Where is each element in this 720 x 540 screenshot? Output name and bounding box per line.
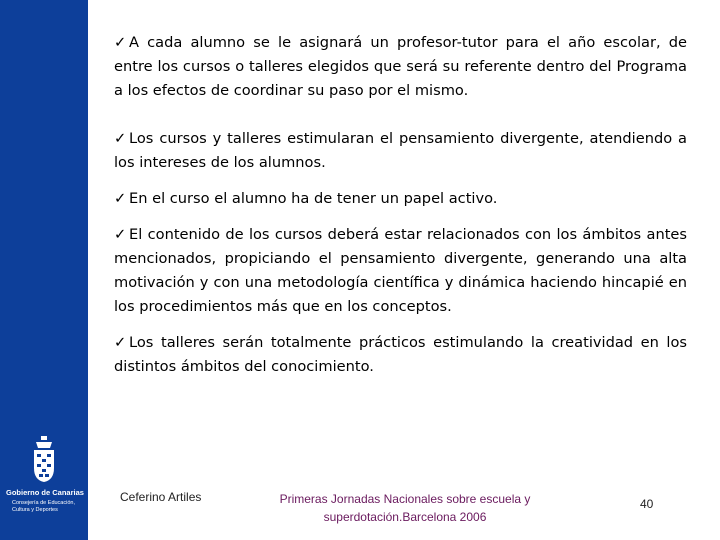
bullet-paragraph	[114, 127, 687, 175]
footer-event	[245, 490, 565, 526]
gobierno-de-canarias-logo	[0, 430, 88, 530]
bullet-paragraph	[114, 331, 687, 379]
slide-content	[114, 31, 687, 379]
paragraph-text: En el curso el alumno ha de tener un papel activo.	[129, 190, 498, 207]
logo-subtitle-line: Consejería de Educación,	[12, 500, 75, 506]
coat-of-arms-icon	[30, 434, 58, 484]
logo-subtitle-line: Cultura y Deportes	[12, 507, 58, 513]
page-number: 40	[640, 497, 654, 511]
bullet-paragraph	[114, 31, 687, 103]
paragraph-text: Los talleres serán totalmente prácticos estimulando la creatividad en los distintos ámbitos del conocimiento.	[114, 334, 687, 375]
checkmark-icon: ✓	[114, 226, 127, 243]
logo-subtitle	[12, 500, 84, 514]
paragraph-text: El contenido de los cursos deberá estar relacionados con los ámbitos antes mencionados, propiciando el pensamiento divergente, generando una alta motivación y con una metodología científica y dinámica haciendo hincapié en los procedimientos más que en los conceptos.	[114, 226, 687, 315]
bullet-paragraph	[114, 187, 687, 211]
sidebar	[0, 0, 88, 540]
paragraph-text: Los cursos y talleres estimularan el pensamiento divergente, atendiendo a los intereses de los alumnos.	[114, 130, 687, 171]
logo-title: Gobierno de Canarias	[6, 488, 84, 497]
checkmark-icon: ✓	[114, 34, 127, 51]
footer-author: Ceferino Artiles	[120, 490, 202, 504]
checkmark-icon: ✓	[114, 190, 127, 207]
footer-event-line: Primeras Jornadas Nacionales sobre escuela y	[279, 492, 531, 506]
footer-event-line: superdotación.Barcelona 2006	[323, 510, 487, 524]
checkmark-icon: ✓	[114, 130, 127, 147]
checkmark-icon: ✓	[114, 334, 127, 351]
paragraph-text: A cada alumno se le asignará un profesor-tutor para el año escolar, de entre los cursos o talleres elegidos que será su referente dentro del Programa a los efectos de coordinar su paso por el mismo.	[114, 34, 687, 99]
bullet-paragraph	[114, 223, 687, 319]
